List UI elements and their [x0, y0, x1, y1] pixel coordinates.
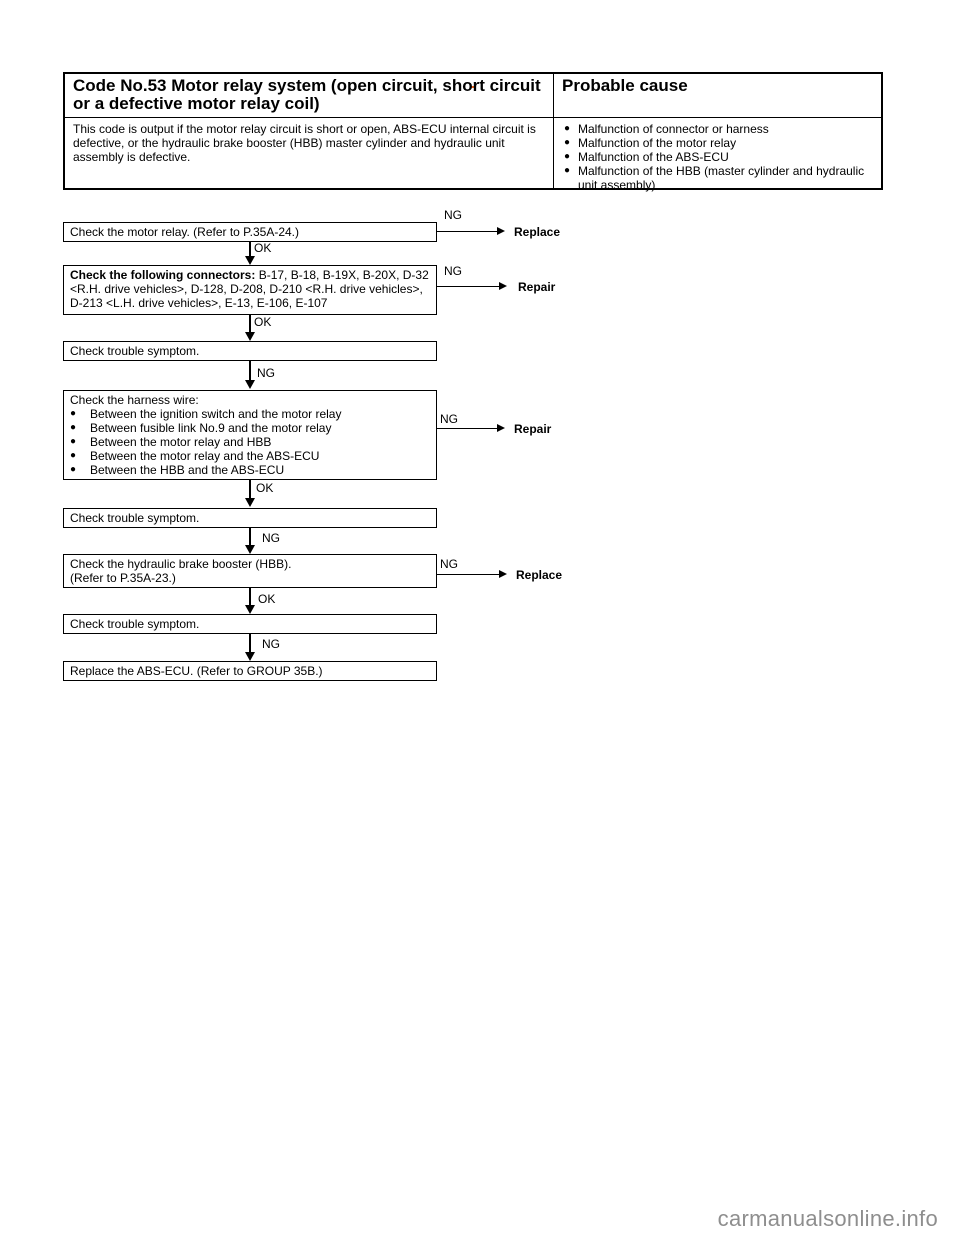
step-check-symptom: Check trouble symptom.	[63, 614, 437, 634]
ng-label: NG	[440, 557, 458, 571]
bullet-icon: ●	[70, 464, 77, 475]
watermark: carmanualsonline.info	[717, 1206, 938, 1231]
list-item: ● Between the ignition switch and the motor relay	[70, 407, 342, 421]
bullet-icon: ●	[564, 123, 571, 134]
bullet-icon: ●	[564, 165, 571, 176]
ng-connector	[249, 361, 251, 382]
ok-label: OK	[254, 315, 272, 329]
step-check-motor-relay: Check the motor relay. (Refer to P.35A-24.)	[63, 222, 437, 242]
ng-label: NG	[444, 208, 462, 222]
ng-connector	[437, 231, 497, 232]
ng-label: NG	[262, 531, 280, 545]
arrow-down-icon	[245, 332, 255, 341]
code-title: Code No.53 Motor relay system (open circuit, short circuit or a defective motor relay coil)	[65, 74, 554, 118]
arrow-right-icon	[499, 570, 507, 578]
probable-cause-header: Probable cause	[554, 74, 881, 118]
list-item: ● Between fusible link No.9 and the motor relay	[70, 421, 332, 435]
bullet-icon: ●	[564, 137, 571, 148]
ng-label: NG	[262, 637, 280, 651]
result-repair: Repair	[518, 280, 556, 294]
probable-cause-list	[554, 118, 881, 192]
bullet-icon: ●	[564, 151, 571, 162]
bullet-icon: ●	[70, 408, 77, 419]
ok-label: OK	[254, 241, 272, 255]
arrow-down-icon	[245, 605, 255, 614]
list-item: ● Between the motor relay and HBB	[70, 435, 272, 449]
ok-label: OK	[256, 481, 274, 495]
code-table	[63, 72, 883, 190]
step-check-symptom: Check trouble symptom.	[63, 508, 437, 528]
cause-item: ● Malfunction of the motor relay	[564, 136, 737, 150]
step-replace-abs-ecu: Replace the ABS-ECU. (Refer to GROUP 35B.)	[63, 661, 437, 681]
bullet-icon: ●	[70, 422, 77, 433]
arrow-down-icon	[245, 545, 255, 554]
cause-item: ● Malfunction of the HBB (master cylinder and hydraulic unit assembly)	[564, 164, 865, 192]
ng-label: NG	[257, 366, 275, 380]
arrow-down-icon	[245, 256, 255, 265]
bullet-icon: ●	[70, 436, 77, 447]
result-repair: Repair	[514, 422, 552, 436]
ng-label: NG	[440, 412, 458, 426]
result-replace: Replace	[514, 225, 561, 239]
step-check-symptom: Check trouble symptom.	[63, 341, 437, 361]
step-check-hbb: Check the hydraulic brake booster (HBB). (Refer to P.35A-23.)	[63, 554, 437, 588]
code-description: This code is output if the motor relay circuit is short or open, ABS-ECU internal circuit is defective, or the hydraulic brake booster (HBB) master cylinder and hydraulic unit assembly is defective.	[65, 118, 554, 188]
ok-connector	[249, 315, 251, 333]
ok-connector	[249, 480, 251, 500]
list-item: ● Between the HBB and the ABS-ECU	[70, 463, 285, 477]
arrow-down-icon	[245, 652, 255, 661]
bullet-icon: ●	[70, 450, 77, 461]
result-replace: Replace	[516, 568, 563, 582]
cause-item: ● Malfunction of the ABS-ECU	[564, 150, 729, 164]
arrow-right-icon	[497, 424, 505, 432]
ng-connector	[437, 428, 497, 429]
ng-connector	[437, 574, 499, 575]
arrow-right-icon	[499, 282, 507, 290]
list-item: ● Between the motor relay and the ABS-ECU	[70, 449, 320, 463]
arrow-right-icon	[497, 227, 505, 235]
ok-connector	[249, 588, 251, 606]
arrow-down-icon	[245, 498, 255, 507]
step-check-connectors: Check the following connectors: B-17, B-18, B-19X, B-20X, D-32 <R.H. drive vehicles>, D-128, D-208, D-210 <R.H. drive vehicles>, D-213 <L.H. drive vehicles>, E-13, E-106, E-107	[63, 265, 437, 315]
step-check-harness: Check the harness wire: ● Between the ignition switch and the motor relay ● Between fusible link No.9 and the motor relay ● Between the motor relay and HBB ● Between the motor relay and the ABS-ECU ● Between the HBB and the ABS-ECU	[63, 390, 437, 480]
ng-label: NG	[444, 264, 462, 278]
ng-connector	[249, 634, 251, 654]
ng-connector	[437, 286, 499, 287]
cause-item: ● Malfunction of connector or harness	[564, 122, 769, 136]
arrow-down-icon	[245, 380, 255, 389]
ok-label: OK	[258, 592, 276, 606]
